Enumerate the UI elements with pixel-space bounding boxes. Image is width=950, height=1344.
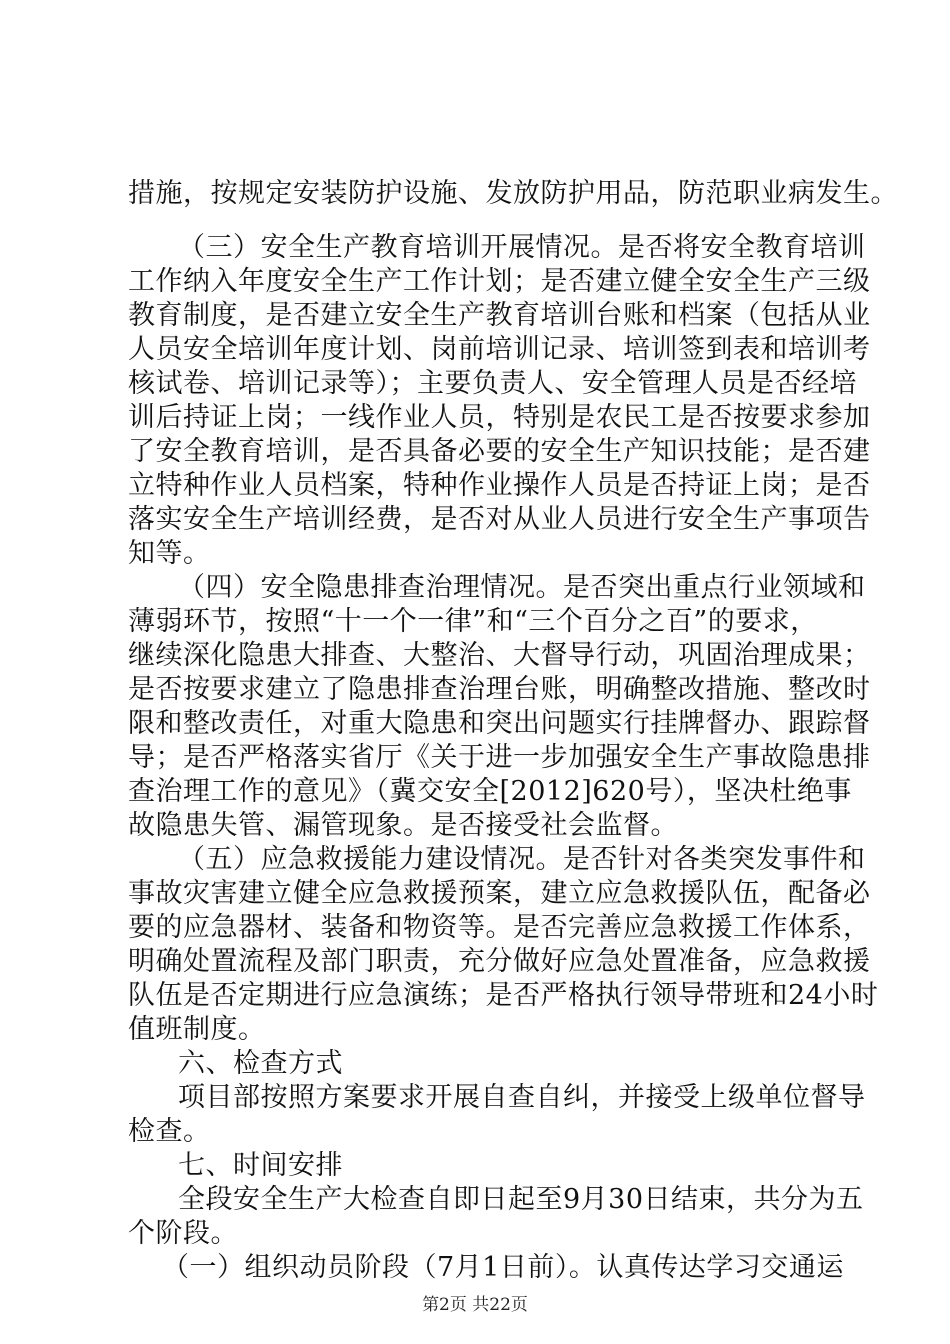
body-line-2: （三）安全生产教育培训开展情况。是否将安全教育培训 bbox=[178, 232, 866, 263]
body-line-20: （五）应急救援能力建设情况。是否针对各类突发事件和 bbox=[178, 844, 866, 875]
body-line-5: 人员安全培训年度计划、岗前培训记录、培训签到表和培训考 bbox=[128, 334, 871, 365]
body-line-30: 全段安全生产大检查自即日起至9月30日结束，共分为五 bbox=[178, 1184, 864, 1215]
body-line-3: 工作纳入年度安全生产工作计划；是否建立健全安全生产三级 bbox=[128, 266, 871, 297]
section-heading-7: 七、时间安排 bbox=[178, 1150, 343, 1181]
body-line-22: 要的应急器材、装备和物资等。是否完善应急救援工作体系， bbox=[128, 912, 871, 943]
body-line-12: （四）安全隐患排查治理情况。是否突出重点行业领域和 bbox=[178, 572, 866, 603]
body-line-16: 限和整改责任，对重大隐患和突出问题实行挂牌督办、跟踪督 bbox=[128, 708, 871, 739]
body-line-8: 了安全教育培训，是否具备必要的安全生产知识技能；是否建 bbox=[128, 436, 871, 467]
body-line-25: 值班制度。 bbox=[128, 1014, 266, 1045]
body-line-7: 训后持证上岗；一线作业人员，特别是农民工是否按要求参加 bbox=[128, 402, 871, 433]
body-line-13: 薄弱环节，按照“十一个一律”和“三个百分之百”的要求， bbox=[128, 606, 818, 637]
body-line-27: 项目部按照方案要求开展自查自纠，并接受上级单位督导 bbox=[178, 1082, 866, 1113]
body-line-4: 教育制度，是否建立安全生产教育培训台账和档案（包括从业 bbox=[128, 300, 871, 331]
body-line-17: 导；是否严格落实省厅《关于进一步加强安全生产事故隐患排 bbox=[128, 742, 871, 773]
body-line-10: 落实安全生产培训经费，是否对从业人员进行安全生产事项告 bbox=[128, 504, 871, 535]
body-line-19: 故隐患失管、漏管现象。是否接受社会监督。 bbox=[128, 810, 678, 841]
body-line-1: 措施，按规定安装防护设施、发放防护用品，防范职业病发生。 bbox=[128, 178, 898, 209]
body-line-23: 明确处置流程及部门职责，充分做好应急处置准备，应急救援 bbox=[128, 946, 871, 977]
body-line-24: 队伍是否定期进行应急演练；是否严格执行领导带班和24小时 bbox=[128, 980, 879, 1011]
body-line-6: 核试卷、培训记录等）；主要负责人、安全管理人员是否经培 bbox=[128, 368, 857, 399]
body-line-21: 事故灾害建立健全应急救援预案，建立应急救援队伍，配备必 bbox=[128, 878, 871, 909]
body-line-11: 知等。 bbox=[128, 538, 211, 569]
body-line-32: （一）组织动员阶段（7月1日前）。认真传达学习交通运 bbox=[162, 1252, 844, 1283]
page-number-footer: 第2页 共22页 bbox=[422, 1295, 528, 1315]
body-line-14: 继续深化隐患大排查、大整治、大督导行动，巩固治理成果； bbox=[128, 640, 871, 671]
body-line-15: 是否按要求建立了隐患排查治理台账，明确整改措施、整改时 bbox=[128, 674, 871, 705]
section-heading-6: 六、检查方式 bbox=[178, 1048, 343, 1079]
body-line-9: 立特种作业人员档案，特种作业操作人员是否持证上岗；是否 bbox=[128, 470, 871, 501]
body-line-18: 查治理工作的意见》（冀交安全[2012]620号），坚决杜绝事 bbox=[128, 776, 852, 807]
body-line-28: 检查。 bbox=[128, 1116, 211, 1147]
body-line-31: 个阶段。 bbox=[128, 1218, 238, 1249]
